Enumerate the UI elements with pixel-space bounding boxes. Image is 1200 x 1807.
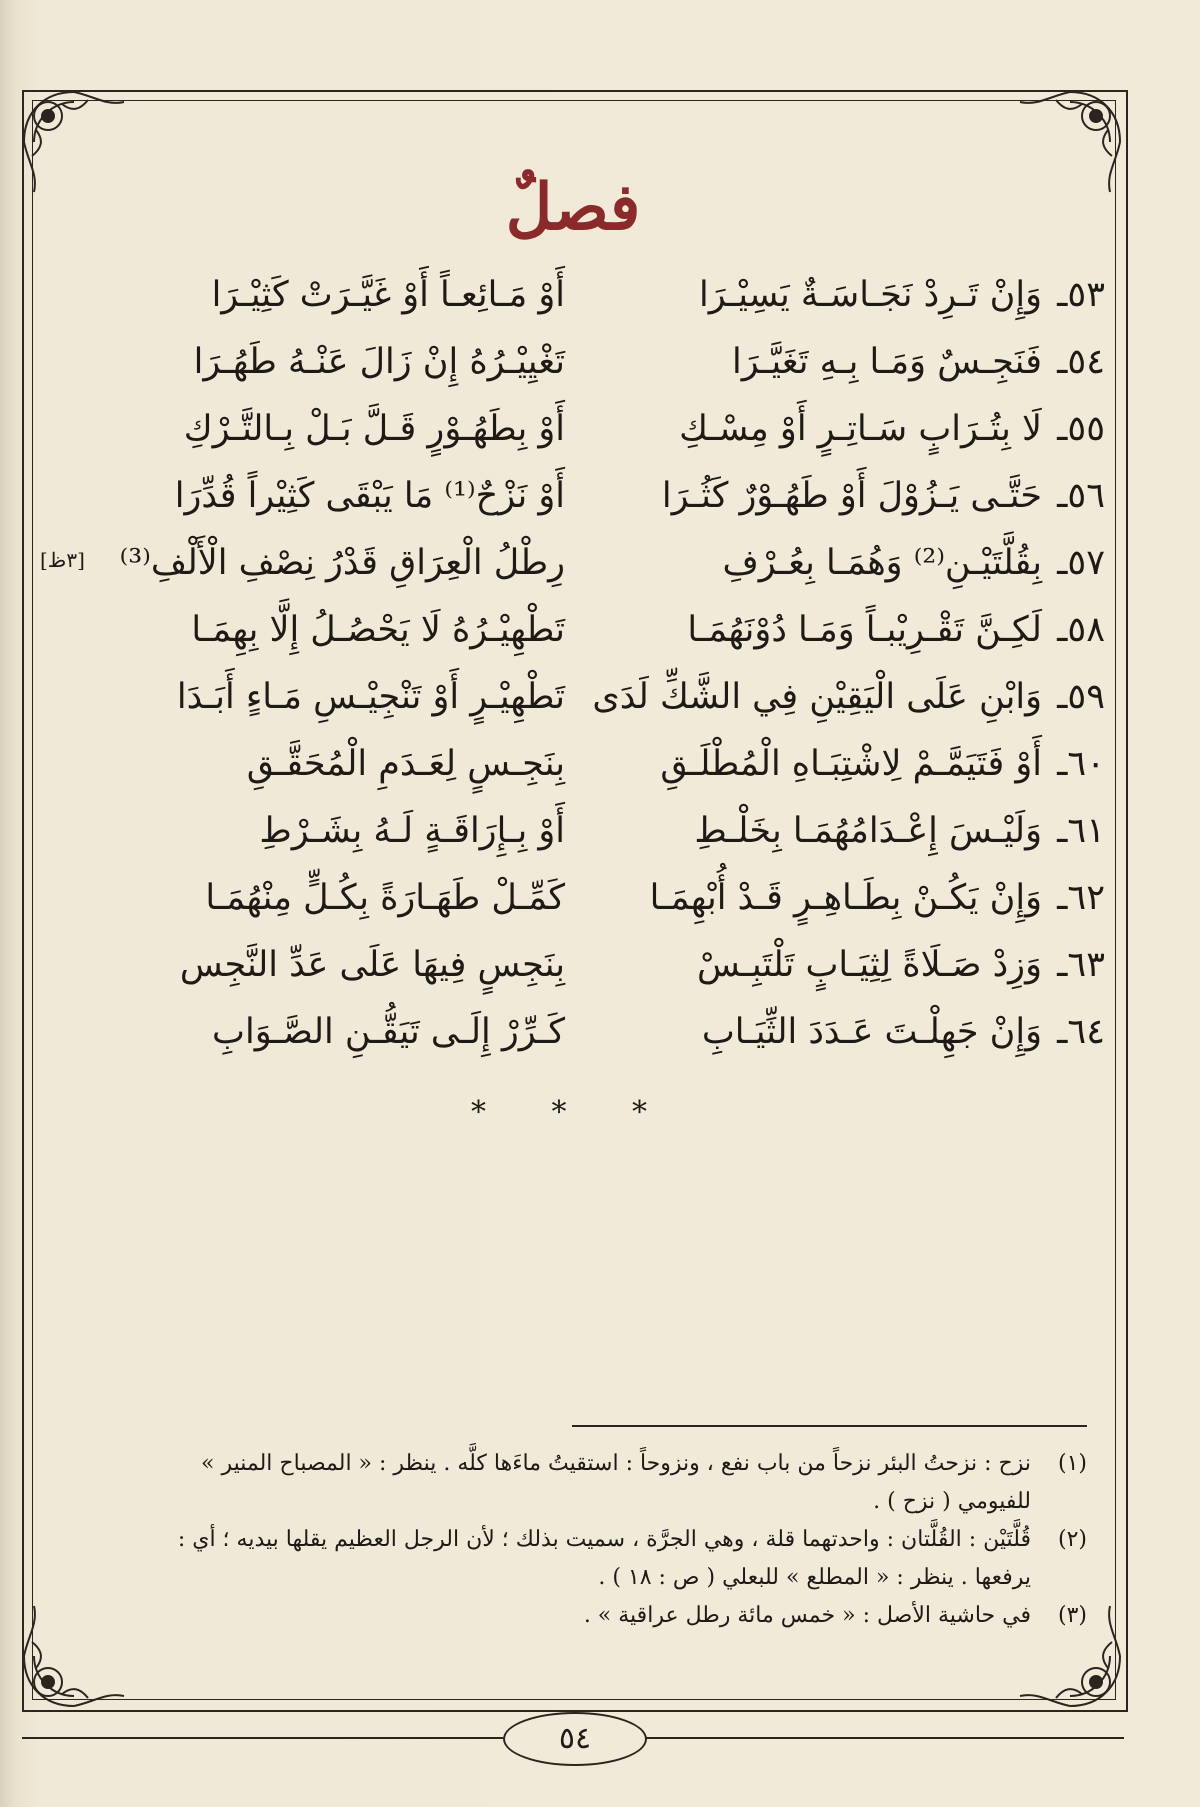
verse-number: ٥٣ـ — [1057, 275, 1105, 315]
verse-number: ٥٥ـ — [1057, 409, 1105, 449]
first-hemistich-text: أَوْ فَتَيَمَّـمْ لِاشْتِبَـاهِ الْمُطْلَـقِ — [660, 744, 1042, 784]
verse-row — [130, 865, 1105, 932]
footnote — [52, 1597, 1087, 1635]
footnote — [52, 1445, 1087, 1521]
first-hemistich-text: وَلَيْـسَ إِعْـدَامُهُمَـا بِخَلْـطِ — [694, 811, 1042, 851]
verse-number: ٦٤ـ — [1057, 1012, 1105, 1052]
verse-row — [130, 664, 1105, 731]
first-hemistich — [635, 329, 1105, 396]
footnote-number: (١) — [1057, 1451, 1087, 1476]
section-separator-stars: * * * — [470, 1095, 676, 1130]
footnote-line: يرفعها . ينظر : « المطلع » للبعلي ( ص : ١٨ ) . — [598, 1565, 1031, 1590]
second-hemistich: كَـرِّرْ إِلَـى تَيَقُّـنِ الصَّـوَابِ — [212, 1012, 565, 1052]
first-hemistich — [635, 731, 1105, 798]
footnote-number: (٢) — [1057, 1527, 1087, 1552]
first-hemistich-text: لَا بِتُـرَابٍ سَـاتِـرٍ أَوْ مِسْـكِ — [679, 409, 1042, 449]
verse-row — [130, 396, 1105, 463]
second-hemistich: أَوْ مَـائِعـاً أَوْ غَيَّـرَتْ كَثِيْـرَا — [211, 275, 565, 315]
second-hemistich: تَطْهِيْـرٍ أَوْ تَنْجِيْـسِ مَـاءٍ أَبَـدَا — [176, 677, 565, 717]
verse-number: ٦٢ـ — [1057, 878, 1105, 918]
first-hemistich-text: وَإِنْ تَـرِدْ نَجَـاسَـةٌ يَسِيْـرَا — [698, 275, 1042, 315]
footnote-line: للفيومي ( نزح ) . — [873, 1489, 1031, 1514]
footnote-line: قُلَّتَيْن : القُلَّتان : واحدتهما قلة ، وهي الجرَّة ، سميت بذلك ؛ لأن الرجل العظيم يقلها بيديه ؛ أي : — [177, 1527, 1031, 1552]
footnote-line: في حاشية الأصل : « خمس مائة رطل عراقية » . — [583, 1603, 1031, 1628]
first-hemistich-text: وَابْنِ عَلَى الْيَقِيْنِ فِي الشَّكِّ لَدَى — [592, 677, 1042, 717]
second-hemistich: تَطْهِيْـرُهُ لَا يَحْصُـلُ إِلَّا بِهِمَـا — [191, 610, 565, 650]
footnote — [52, 1521, 1087, 1597]
first-hemistich-text: لَكِـنَّ تَقْـرِيْبـاً وَمَـا دُوْنَهُمَـا — [687, 610, 1042, 650]
verse-row — [130, 999, 1105, 1066]
verse-number: ٦٠ـ — [1057, 744, 1105, 784]
second-hemistich: أَوْ نَزْحٌ⁽¹⁾ مَا يَبْقَى كَثِيْراً قُدِّرَا — [174, 476, 565, 516]
verse-row — [130, 329, 1105, 396]
first-hemistich — [635, 530, 1105, 597]
first-hemistich — [635, 999, 1105, 1066]
page-number: ٥٤ — [503, 1712, 647, 1766]
first-hemistich — [635, 932, 1105, 999]
verse-number: ٥٦ـ — [1057, 476, 1105, 516]
verse-list — [119, 262, 1105, 1066]
verse-row — [130, 798, 1105, 865]
footnote-line: نزح : نزحتُ البئر نزحاً من باب نفع ، ونزوحاً : استقيتُ ماءَها كلَّه . ينظر : « المصباح المنير » — [201, 1451, 1031, 1476]
second-hemistich: تَغْيِيْـرُهُ إِنْ زَالَ عَنْـهُ طَهُـرَا — [193, 342, 565, 382]
verse-row — [130, 262, 1105, 329]
second-hemistich: بِنَجِـسٍ لِعَـدَمِ الْمُحَقَّـقِ — [246, 744, 565, 784]
first-hemistich — [635, 463, 1105, 530]
verse-row — [119, 530, 1105, 597]
verse-row — [130, 597, 1105, 664]
first-hemistich-text: فَنَجِـسٌ وَمَـا بِـهِ تَغَيَّـرَا — [732, 342, 1042, 382]
verse-number: ٦١ـ — [1057, 811, 1105, 851]
first-hemistich — [635, 865, 1105, 932]
second-hemistich: أَوْ بِـإِرَاقَـةٍ لَـهُ بِشَـرْطِ — [259, 811, 565, 851]
verse-row — [130, 731, 1105, 798]
first-hemistich — [635, 798, 1105, 865]
verse-row — [130, 932, 1105, 999]
verse-number: ٦٣ـ — [1057, 945, 1105, 985]
first-hemistich — [635, 597, 1105, 664]
page-number-rule — [643, 1737, 1124, 1739]
margin-note: [٣ظ] — [40, 548, 85, 572]
first-hemistich-text: حَتَّـى يَـزُوْلَ أَوْ طَهُـوْرٌ كَثُـرَا — [661, 476, 1042, 516]
footnote-divider — [572, 1425, 1087, 1427]
footnotes — [52, 1445, 1087, 1635]
first-hemistich-text: وَإِنْ جَهِلْـتَ عَـدَدَ الثِّيَـابِ — [701, 1012, 1042, 1052]
first-hemistich — [635, 262, 1105, 329]
first-hemistich-text: بِقُلَّتَيْـنِ⁽²⁾ وَهُمَـا بِعُـرْفِ — [722, 543, 1042, 583]
second-hemistich: بِنَجِسٍ فِيهَا عَلَى عَدِّ النَّجِس — [179, 945, 565, 985]
first-hemistich — [592, 664, 1105, 731]
second-hemistich: رِطْلُ الْعِرَاقِ قَدْرُ نِصْفِ الْأَلْفِ⁽³⁾ — [119, 543, 565, 583]
section-title: فصلٌ — [505, 170, 641, 245]
verse-number: ٥٤ـ — [1057, 342, 1105, 382]
verse-number: ٥٩ـ — [1057, 677, 1105, 717]
first-hemistich — [635, 396, 1105, 463]
second-hemistich: أَوْ بِطَهُـوْرٍ قَـلَّ بَـلْ بِـالتَّـرْكِ — [183, 409, 565, 449]
verse-number: ٥٧ـ — [1057, 543, 1105, 583]
verse-row — [130, 463, 1105, 530]
second-hemistich: كَمِّـلْ طَهَـارَةً بِكُـلٍّ مِنْهُمَـا — [205, 878, 565, 918]
verse-number: ٥٨ـ — [1057, 610, 1105, 650]
first-hemistich-text: وَزِدْ صَـلَاةً لِثِيَـابٍ تَلْتَبِـسْ — [697, 945, 1042, 985]
page-number-rule — [22, 1737, 503, 1739]
first-hemistich-text: وَإِنْ يَكُـنْ بِطَـاهِـرٍ قَـدْ أُبْهِمَـا — [649, 878, 1042, 918]
footnote-number: (٣) — [1057, 1603, 1087, 1628]
